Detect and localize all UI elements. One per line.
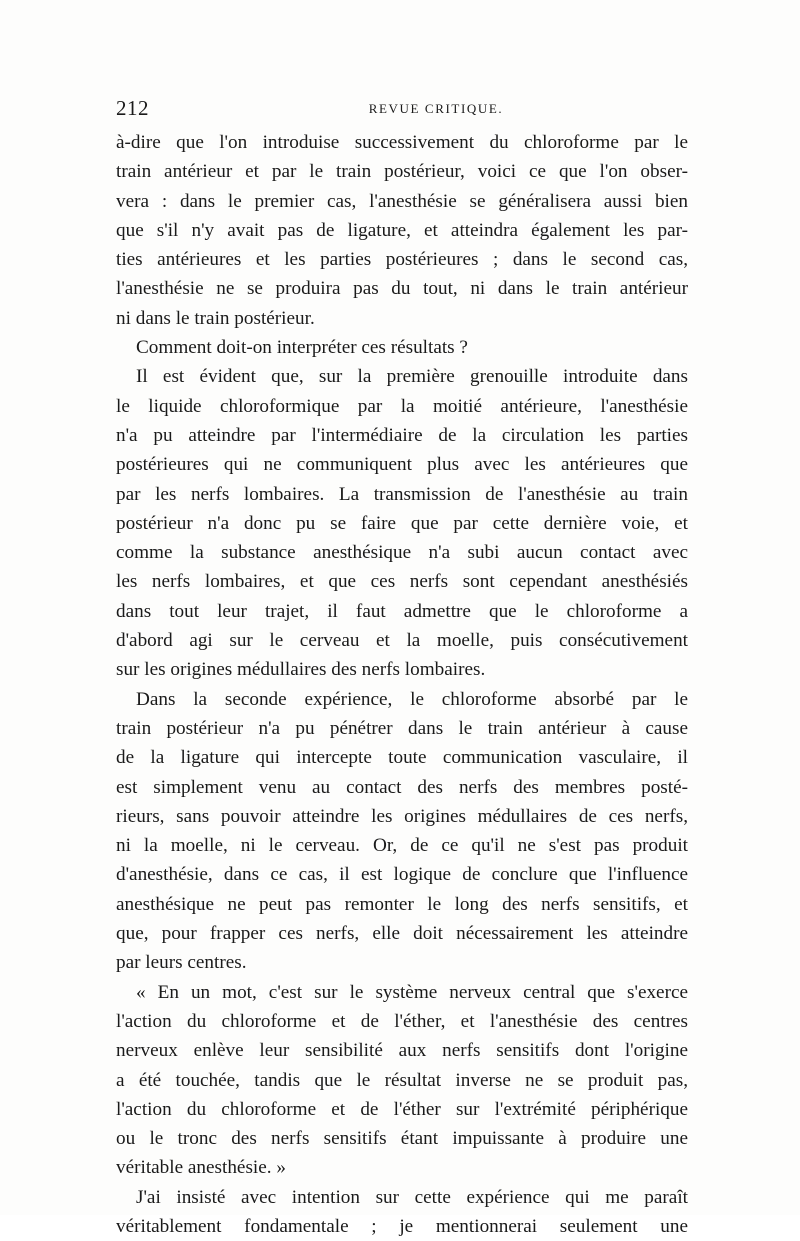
text-line: à-dire que l'on introduise successivement du chloroforme par le: [116, 132, 688, 153]
text-line: dans tout leur trajet, il faut admettre que le chloroforme a: [116, 600, 688, 622]
text-line: que, pour frapper ces nerfs, elle doit nécessairement les atteindre: [116, 923, 688, 945]
text-line: les nerfs lombaires, et que ces nerfs sont cependant anesthésiés: [116, 571, 688, 593]
text-line: « En un mot, c'est sur le système nerveux central que s'exerce: [136, 981, 688, 1003]
running-head: [116, 96, 686, 126]
text-line: nerveux enlève leur sensibilité aux nerfs sensitifs dont l'origine: [116, 1040, 688, 1062]
text-line: Comment doit-on interpréter ces résultats ?: [136, 337, 468, 359]
text-line: que s'il n'y avait pas de ligature, et atteindra également les par-: [116, 219, 688, 241]
text-line: a été touchée, tandis que le résultat inverse ne se produit pas,: [116, 1069, 688, 1091]
text-line: ties antérieures et les parties postérieures ; dans le second cas,: [116, 249, 688, 271]
text-line: l'anesthésie ne se produira pas du tout, ni dans le train antérieur: [116, 278, 688, 300]
text-line: l'action du chloroforme et de l'éther, et l'anesthésie des centres: [116, 1010, 688, 1032]
text-line: ni la moelle, ni le cerveau. Or, de ce qu'il ne s'est pas produit: [116, 835, 688, 857]
text-line: n'a pu atteindre par l'intermédiaire de la circulation les parties: [116, 424, 688, 446]
text-line: postérieures qui ne communiquent plus avec les antérieures que: [116, 454, 688, 476]
text-line: ni dans le train postérieur.: [116, 307, 315, 329]
journal-title: REVUE CRITIQUE.: [368, 101, 504, 116]
text-line: J'ai insisté avec intention sur cette expérience qui me paraît: [136, 1186, 688, 1208]
text-line: d'abord agi sur le cerveau et la moelle, puis consécutivement: [116, 630, 688, 652]
text-line: postérieur n'a donc pu se faire que par cette dernière voie, et: [116, 512, 688, 534]
text-line: anesthésique ne peut pas remonter le long des nerfs sensitifs, et: [116, 893, 688, 915]
text-line: d'anesthésie, dans ce cas, il est logique de conclure que l'influence: [116, 864, 688, 886]
text-line: Il est évident que, sur la première grenouille introduite dans: [136, 366, 688, 388]
text-line: véritable anesthésie. »: [116, 1157, 286, 1179]
text-line: l'action du chloroforme et de l'éther sur l'extrémité périphérique: [116, 1098, 688, 1120]
text-line: vera : dans le premier cas, l'anesthésie se généralisera aussi bien: [116, 190, 688, 212]
page-number: 212: [116, 96, 149, 120]
text-line: par les nerfs lombaires. La transmission de l'anesthésie au train: [116, 483, 688, 505]
text-line: comme la substance anesthésique n'a subi aucun contact avec: [116, 542, 688, 564]
text-line: sur les origines médullaires des nerfs lombaires.: [116, 659, 486, 681]
text-line: ou le tronc des nerfs sensitifs étant impuissante à produire une: [116, 1128, 688, 1150]
text-line: train antérieur et par le train postérieur, voici ce que l'on obser-: [116, 161, 688, 183]
text-line: le liquide chloroformique par la moitié antérieure, l'anesthésie: [116, 395, 688, 417]
text-line: rieurs, sans pouvoir atteindre les origines médullaires de ces nerfs,: [116, 805, 688, 827]
text-line: Dans la seconde expérience, le chloroforme absorbé par le: [136, 688, 688, 710]
body-text: [116, 128, 688, 1241]
text-line: de la ligature qui intercepte toute communication vasculaire, il: [116, 747, 688, 769]
text-line: par leurs centres.: [116, 952, 247, 974]
text-line: est simplement venu au contact des nerfs des membres posté-: [116, 776, 688, 798]
text-line: train postérieur n'a pu pénétrer dans le train antérieur à cause: [116, 717, 688, 739]
text-line: véritablement fondamentale ; je mentionnerai seulement une: [116, 1215, 688, 1237]
